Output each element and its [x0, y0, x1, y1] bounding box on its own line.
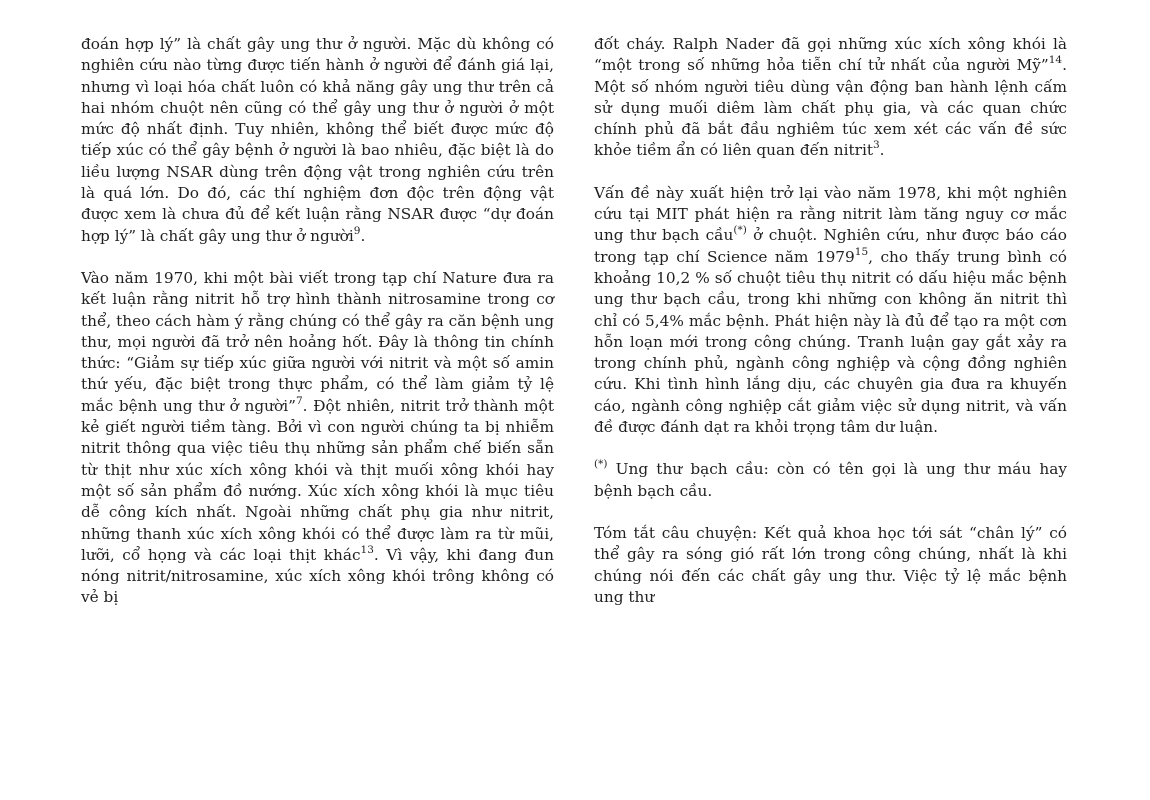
paragraph-text: . Vì vậy, khi đang đun nóng nitrit/nitrosamine, xúc xích xông khói trông không có vẻ bị [81, 545, 554, 607]
footnote-ref: 13 [360, 543, 374, 556]
paragraph-p2 [81, 268, 554, 609]
paragraph-p4 [594, 183, 1067, 439]
footnote-ref: 9 [353, 224, 361, 237]
paragraph-text: . Đột nhiên, nitrit trở thành một kẻ giết người tiềm tàng. Bởi vì con người chúng ta bị nhiễm nitrit thông qua việc tiêu thụ những sản phẩm chế biến sẵn từ thịt như xúc xích xông khói và thịt muối xông khói hay một số sản phẩm đồ nướng. Xúc xích xông khói là mục tiêu dễ công kích nhất. Ngoài những chất phụ gia như nitrit, những thanh xúc xích xông khói có thể được làm ra từ mũi, lưỡi, cổ họng và các loại thịt khác [81, 396, 555, 564]
paragraph-text: Tóm tắt câu chuyện: Kết quả khoa học tới sát “chân lý” có thể gây ra sóng gió rất lớn trong công chúng, nhất là khi chúng nói đến các chất gây ung thư. Việc tỷ lệ mắc bệnh ung thư [594, 523, 1067, 606]
paragraph-text: đoán hợp lý” là chất gây ung thư ở người. Mặc dù không có nghiên cứu nào từng được tiến hành ở người để đánh giá lại, nhưng vì loại hóa chất luôn có khả năng gây ung thư trên cả hai nhóm chuột nên cũng có thể gây ung thư ở người ở một mức độ nhất định. Tuy nhiên, không thể biết được mức độ tiếp xúc có thể gây bệnh ở người là bao nhiêu, đặc biệt là do liều lượng NSAR dùng trên động vật trong nghiên cứu trên là quá lớn. Do đó, các thí nghiệm đơn độc trên động vật được xem là chưa đủ để kết luận rằng NSAR được “dự đoán hợp lý” là chất gây ung thư ở người [81, 35, 554, 245]
paragraph-text: Vào năm 1970, khi một bài viết trong tạp chí Nature đưa ra kết luận rằng nitrit hỗ trợ hình thành nitrosamine trong cơ thể, theo cách hàm ý rằng chúng có thể gây ra căn bệnh ung thư, mọi người đã trở nên hoảng hốt. Đây là thông tin chính thức: “Giảm sự tiếp xúc giữa người với nitrit và một số amin thứ yếu, đặc biệt trong thực phẩm, có thể làm giảm tỷ lệ mắc bệnh ung thư ở người” [81, 268, 554, 415]
right-column [594, 34, 1067, 608]
paragraph-p5 [594, 459, 1067, 502]
footnote-ref: 7 [295, 394, 303, 407]
paragraph-text: ở chuột. Nghiên cứu, như được báo cáo trong tạp chí Science năm 1979 [594, 226, 1067, 266]
left-column [81, 34, 554, 609]
footnote-ref: (*) [594, 458, 608, 471]
paragraph-text: . [879, 141, 885, 160]
paragraph-text: Ung thư bạch cầu: còn có tên gọi là ung thư máu hay bệnh bạch cầu. [594, 460, 1067, 500]
paragraph-text: đốt cháy. Ralph Nader đã gọi những xúc xích xông khói là “một trong số những hỏa tiễn chí tử nhất của người Mỹ” [594, 35, 1067, 75]
footnote-ref: (*) [733, 224, 747, 237]
paragraph-p1 [81, 34, 554, 247]
footnote-ref: 14 [1048, 54, 1063, 67]
paragraph-text: , cho thấy trung bình có khoảng 10,2 % số chuột tiêu thụ nitrit có dấu hiệu mắc bệnh ung thư bạch cầu, trong khi những con không ăn nitrit thì chỉ có 5,4% mắc bệnh. Phát hiện này là đủ để tạo ra một cơn hỗn loạn mới trong công chúng. Tranh luận gay gắt xảy ra trong chính phủ, ngành công nghiệp và cộng đồng nghiên cứu. Khi tình hình lắng dịu, các chuyên gia đưa ra khuyến cáo, ngành công nghiệp cắt giảm việc sử dụng nitrit, và vấn đề được đánh dạt ra khỏi trọng tâm dư luận. [594, 247, 1067, 437]
paragraph-text: Vấn đề này xuất hiện trở lại vào năm 1978, khi một nghiên cứu tại MIT phát hiện ra rằng nitrit làm tăng nguy cơ mắc ung thư bạch cầu [594, 183, 1067, 245]
paragraph-p3 [594, 34, 1067, 162]
footnote-ref: 15 [854, 245, 869, 258]
paragraph-p6 [594, 523, 1067, 608]
paragraph-text: . [360, 226, 366, 245]
footnote-ref: 3 [872, 139, 880, 152]
paragraph-text: . Một số nhóm người tiêu dùng vận động ban hành lệnh cấm sử dụng muối diêm làm chất phụ gia, và các quan chức chính phủ đã bắt đầu nghiêm túc xem xét các vấn đề sức khỏe tiềm ẩn có liên quan đến nitrit [594, 56, 1067, 160]
